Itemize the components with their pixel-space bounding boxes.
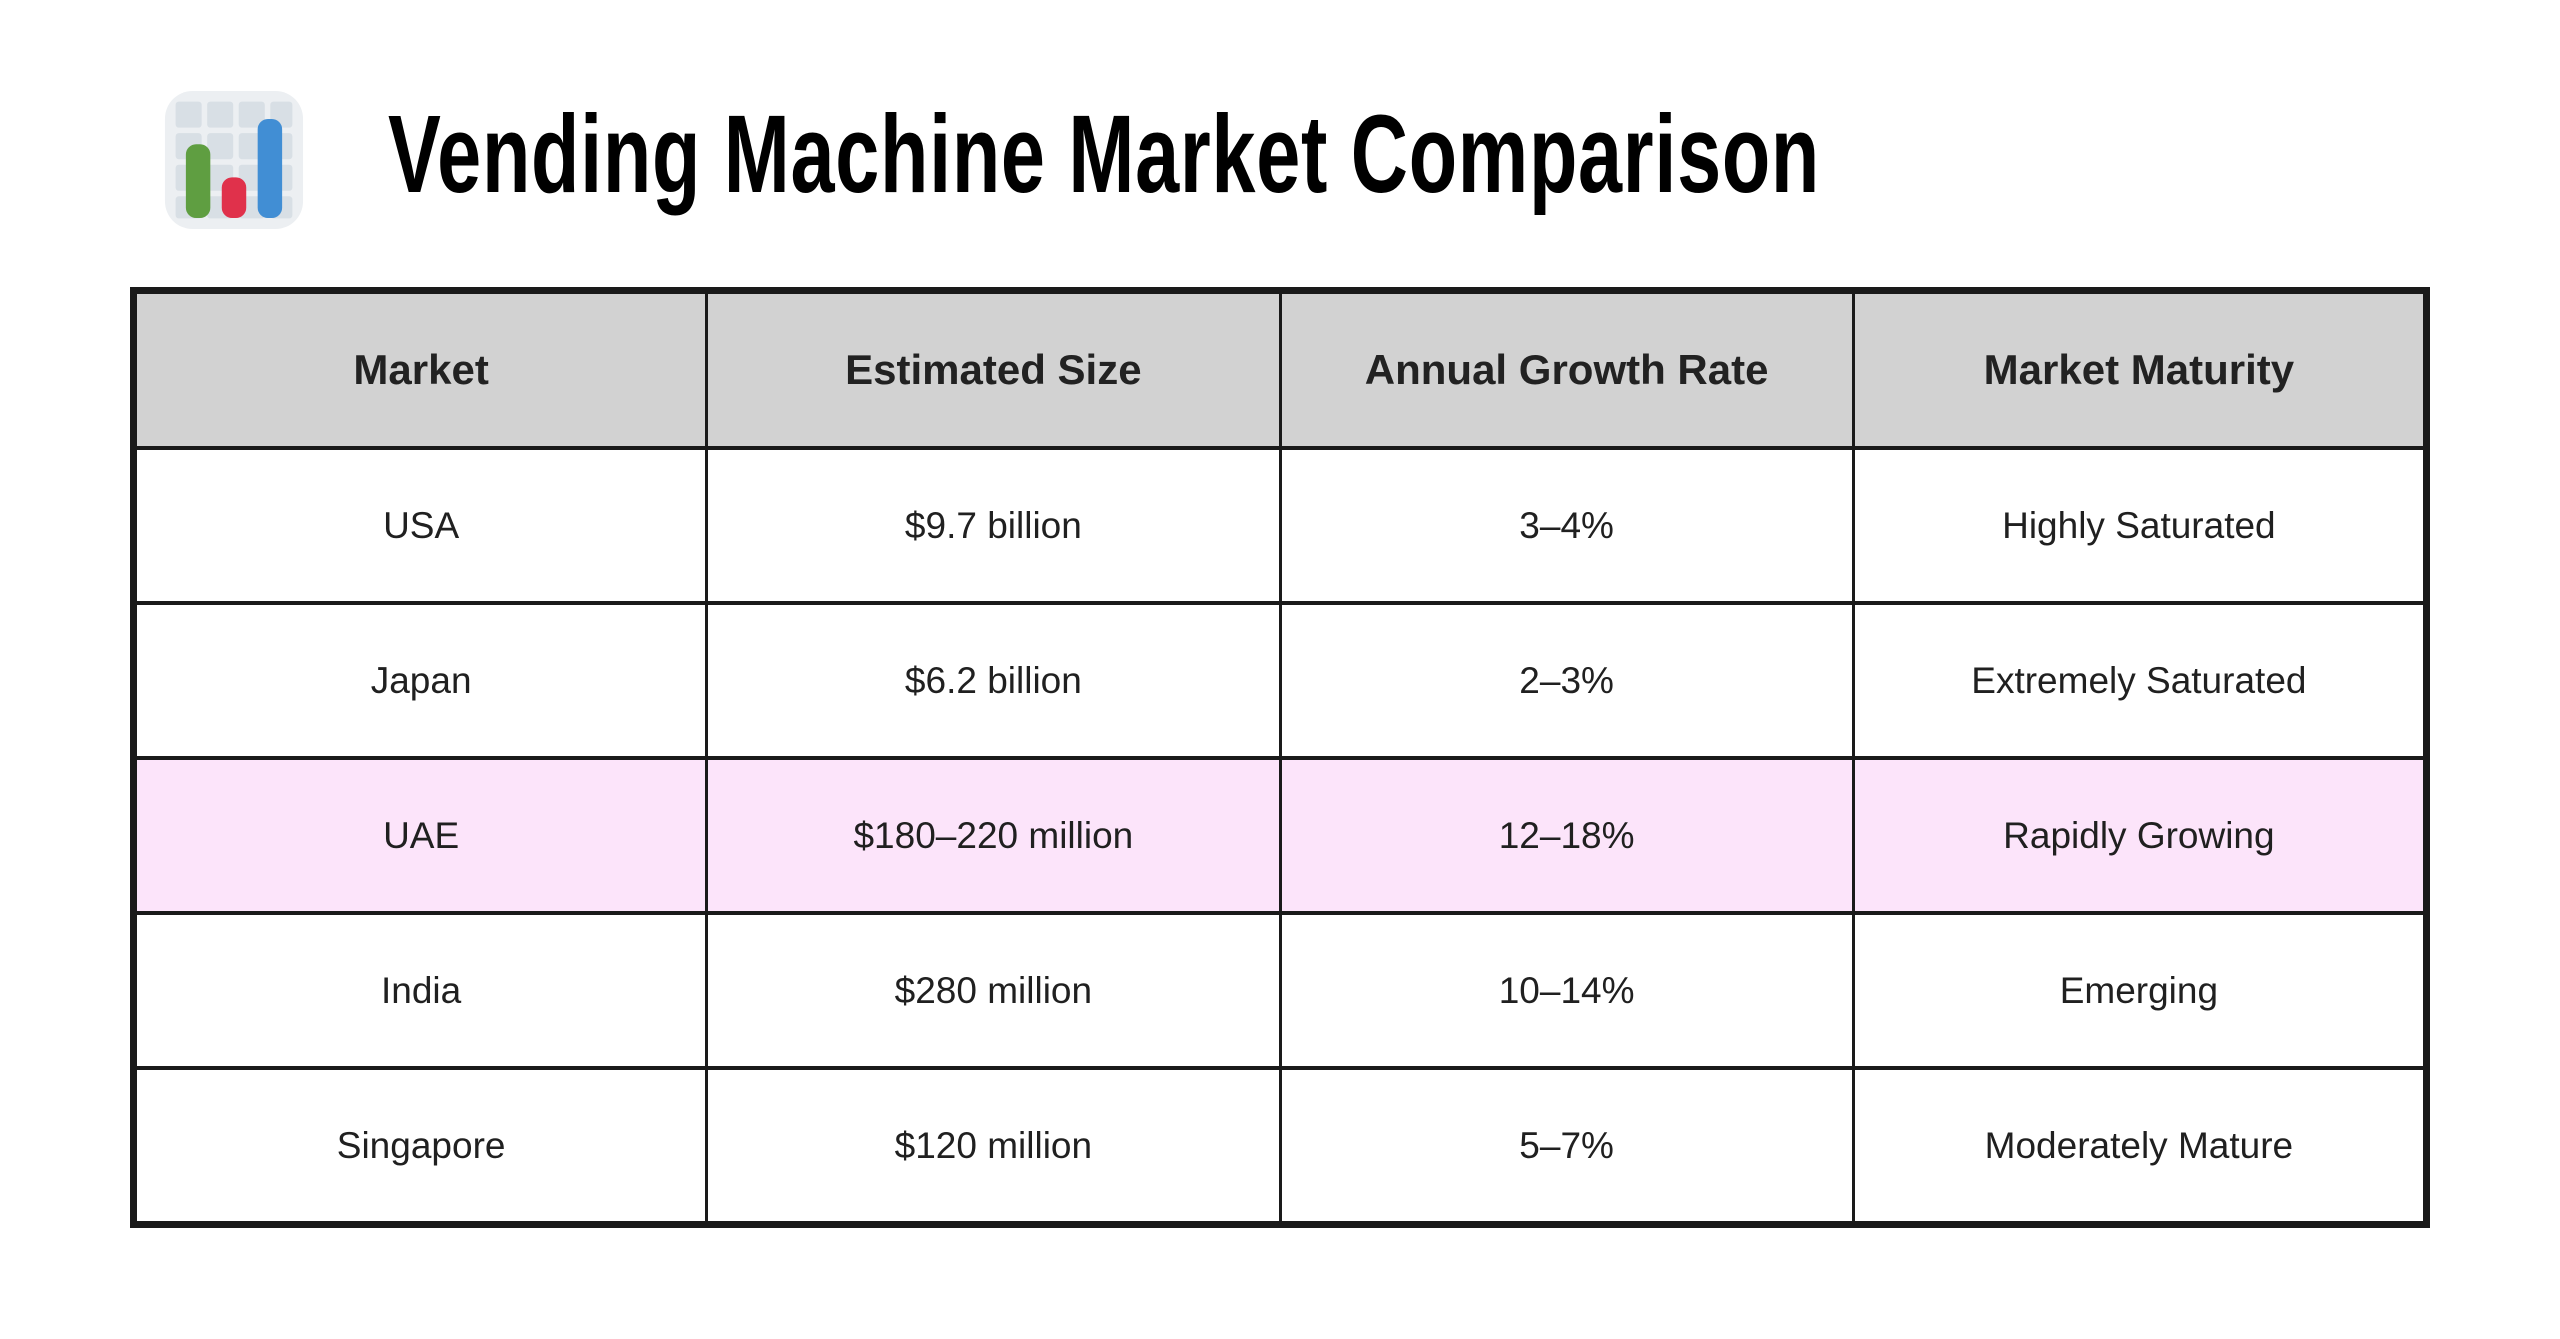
cell-market: Japan [134,603,707,758]
header-cell-market: Market [134,291,707,449]
cell-estimated-size: $9.7 billion [707,448,1280,603]
cell-estimated-size: $180–220 million [707,758,1280,913]
header-cell-market-maturity: Market Maturity [1853,291,2426,449]
cell-estimated-size: $6.2 billion [707,603,1280,758]
cell-market: Singapore [134,1068,707,1225]
header-cell-annual-growth-rate: Annual Growth Rate [1280,291,1853,449]
page-title: Vending Machine Market Comparison [388,93,1821,216]
table-row-uae [134,758,2427,913]
cell-market-maturity: Rapidly Growing [1853,758,2426,913]
cell-annual-growth-rate: 10–14% [1280,913,1853,1068]
table-row-india [134,913,2427,1068]
cell-market-maturity: Moderately Mature [1853,1068,2426,1225]
cell-market: India [134,913,707,1068]
table-row-usa [134,448,2427,603]
table-header-row [134,291,2427,449]
cell-annual-growth-rate: 2–3% [1280,603,1853,758]
header-cell-estimated-size: Estimated Size [707,291,1280,449]
cell-market: UAE [134,758,707,913]
market-comparison-table [130,287,2430,1228]
cell-annual-growth-rate: 5–7% [1280,1068,1853,1225]
table-row-japan [134,603,2427,758]
bar-chart-icon [163,88,305,232]
cell-annual-growth-rate: 3–4% [1280,448,1853,603]
cell-market: USA [134,448,707,603]
cell-estimated-size: $280 million [707,913,1280,1068]
cell-market-maturity: Extremely Saturated [1853,603,2426,758]
cell-market-maturity: Highly Saturated [1853,448,2426,603]
cell-estimated-size: $120 million [707,1068,1280,1225]
table-row-singapore [134,1068,2427,1225]
cell-annual-growth-rate: 12–18% [1280,758,1853,913]
cell-market-maturity: Emerging [1853,913,2426,1068]
